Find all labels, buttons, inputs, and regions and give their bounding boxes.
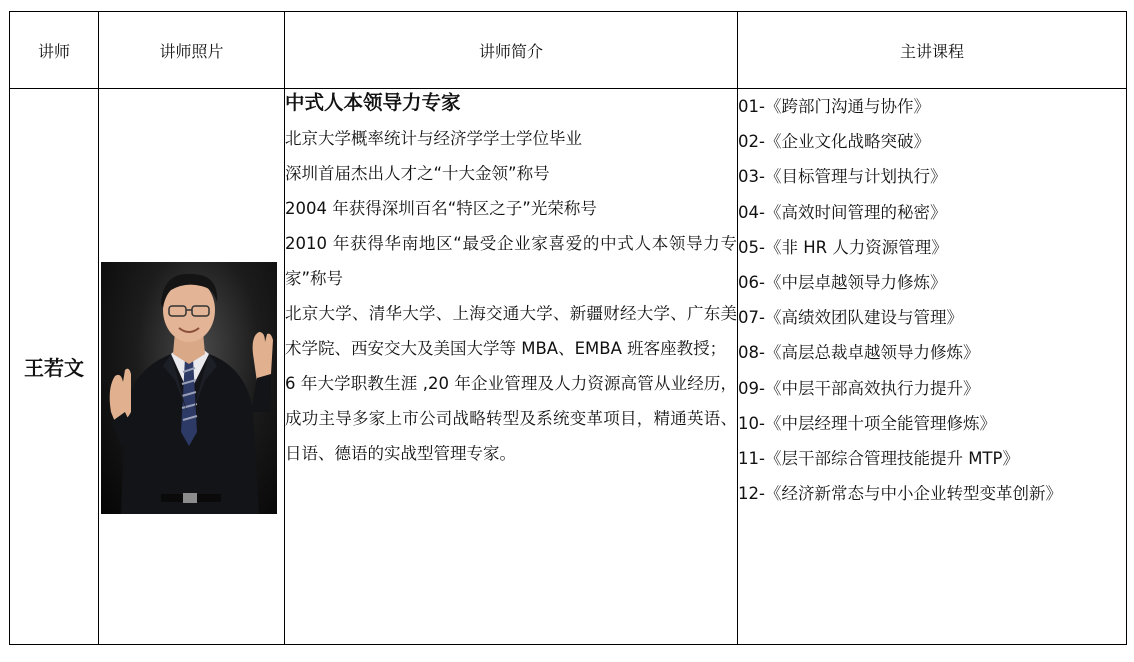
header-row (10, 12, 1127, 89)
course-item: 03-《目标管理与计划执行》 (738, 167, 947, 187)
course-item: 08-《高层总裁卓越领导力修炼》 (738, 343, 980, 363)
intro-paragraph: 北京大学、清华大学、上海交通大学、新疆财经大学、广东美术学院、西安交大及美国大学等 MBA、EMBA 班客座教授； (285, 304, 737, 358)
intro-cell (285, 89, 738, 645)
course-item: 05-《非 HR 人力资源管理》 (738, 237, 948, 257)
course-item: 02-《企业文化战略突破》 (738, 132, 930, 152)
course-item: 11-《层干部综合管理技能提升 MTP》 (738, 449, 1019, 469)
trainer-photo (101, 262, 277, 514)
intro-line: 深圳首届杰出人才之“十大金领”称号 (285, 164, 550, 183)
photo-cell (99, 89, 285, 645)
course-item: 06-《中层卓越领导力修炼》 (738, 273, 947, 293)
trainer-row (10, 89, 1127, 645)
trainer-table (9, 11, 1127, 645)
course-item: 09-《中层干部高效执行力提升》 (738, 378, 980, 398)
course-item: 10-《中层经理十项全能管理修炼》 (738, 413, 996, 433)
header-photo: 讲师照片 (99, 12, 285, 89)
course-item: 12-《经济新常态与中小企业转型变革创新》 (738, 484, 1062, 504)
trainer-portrait-illustration (101, 262, 277, 514)
course-item: 04-《高效时间管理的秘密》 (738, 202, 947, 222)
course-cell (738, 89, 1127, 645)
trainer-name: 王若文 (10, 89, 99, 645)
header-trainer: 讲师 (10, 12, 99, 89)
intro-line: 北京大学概率统计与经济学学士学位毕业 (285, 129, 582, 148)
intro-line: 2004 年获得深圳百名“特区之子”光荣称号 (285, 199, 597, 218)
header-intro: 讲师简介 (285, 12, 738, 89)
course-item: 07-《高绩效团队建设与管理》 (738, 308, 963, 328)
trainer-title: 中式人本领导力专家 (285, 91, 461, 114)
intro-paragraph: 2010 年获得华南地区“最受企业家喜爱的中式人本领导力专家”称号 (285, 234, 737, 288)
course-item: 01-《跨部门沟通与协作》 (738, 97, 930, 116)
header-courses: 主讲课程 (738, 12, 1127, 89)
intro-paragraph: 6 年大学职教生涯 ,20 年企业管理及人力资源高管从业经历，成功主导多家上市公司战略转型及系统变革项目，精通英语、日语、德语的实战型管理专家。 (285, 374, 737, 463)
